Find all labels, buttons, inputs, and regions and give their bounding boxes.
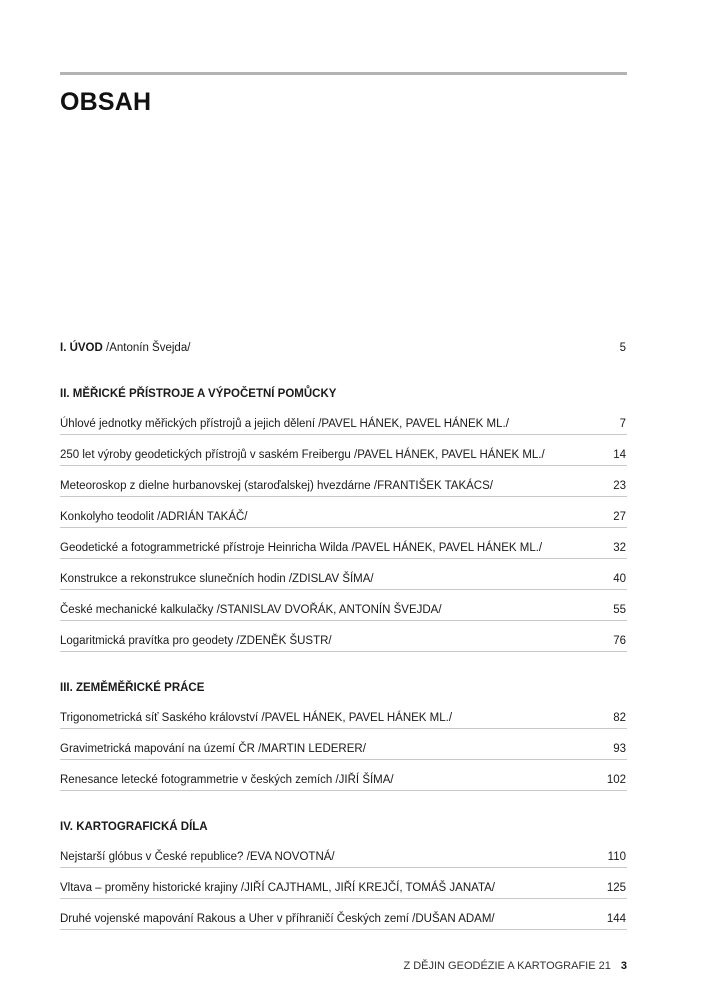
entry-page: 144 xyxy=(606,913,626,925)
section-heading: II. MĚŘICKÉ PŘÍSTROJE A VÝPOČETNÍ POMŮCKY xyxy=(60,388,337,400)
entry-title: 250 let výroby geodetických přístrojů v saském Freibergu /PAVEL HÁNEK, PAVEL HÁNEK ML./ xyxy=(60,449,545,461)
intro-author: /Antonín Švejda/ xyxy=(106,342,191,354)
entry-title: Konkolyho teodolit /ADRIÁN TAKÁČ/ xyxy=(60,511,248,523)
entry-page: 27 xyxy=(613,511,626,523)
toc-entry xyxy=(60,768,627,791)
intro-label: I. ÚVOD xyxy=(60,342,103,354)
entry-page: 125 xyxy=(606,882,626,894)
entry-page: 7 xyxy=(619,418,626,430)
toc-entry xyxy=(60,412,627,435)
footer-page-number: 3 xyxy=(620,960,627,972)
entry-title: Meteoroskop z dielne hurbanovskej (staroďalskej) hvezdárne /FRANTIŠEK TAKÁCS/ xyxy=(60,480,493,492)
entry-page: 110 xyxy=(607,851,626,863)
toc-intro-row xyxy=(60,336,627,358)
toc-entry xyxy=(60,706,627,729)
footer-publication: Z DĚJIN GEODÉZIE A KARTOGRAFIE 21 xyxy=(403,960,611,972)
entry-page: 32 xyxy=(613,542,626,554)
entry-page: 55 xyxy=(613,604,626,616)
toc-entry xyxy=(60,876,627,899)
entry-title: Úhlové jednotky měřických přístrojů a jejich dělení /PAVEL HÁNEK, PAVEL HÁNEK ML./ xyxy=(60,418,509,430)
entry-title: Gravimetrická mapování na území ČR /MARTIN LEDERER/ xyxy=(60,743,366,755)
entry-title: Druhé vojenské mapování Rakous a Uher v příhraničí Českých zemí /DUŠAN ADAM/ xyxy=(60,913,495,925)
page-title: OBSAH xyxy=(60,88,152,116)
entry-title: Geodetické a fotogrammetrické přístroje Heinricha Wilda /PAVEL HÁNEK, PAVEL HÁNEK ML./ xyxy=(60,542,543,554)
page-footer xyxy=(403,960,627,972)
entry-page: 102 xyxy=(606,774,626,786)
top-rule xyxy=(60,72,627,75)
toc-entry xyxy=(60,629,627,652)
toc-entry xyxy=(60,443,627,466)
entry-page: 76 xyxy=(613,635,626,647)
entry-title: Konstrukce a rekonstrukce slunečních hodin /ZDISLAV ŠÍMA/ xyxy=(60,573,374,585)
entry-page: 14 xyxy=(613,449,626,461)
section-heading: III. ZEMĚMĚŘICKÉ PRÁCE xyxy=(60,682,205,694)
entry-page: 93 xyxy=(613,743,626,755)
entry-title: České mechanické kalkulačky /STANISLAV DVOŘÁK, ANTONÍN ŠVEJDA/ xyxy=(60,604,442,616)
intro-page: 5 xyxy=(619,342,626,354)
entry-title: Trigonometrická síť Saského království /PAVEL HÁNEK, PAVEL HÁNEK ML./ xyxy=(60,712,453,724)
section-heading: IV. KARTOGRAFICKÁ DÍLA xyxy=(60,821,208,833)
toc-entry xyxy=(60,737,627,760)
entry-title: Nejstarší glóbus v České republice? /EVA NOVOTNÁ/ xyxy=(60,851,335,863)
entry-title: Logaritmická pravítka pro geodety /ZDENĚK ŠUSTR/ xyxy=(60,635,332,647)
entry-page: 40 xyxy=(613,573,626,585)
entry-title: Renesance letecké fotogrammetrie v českých zemích /JIŘÍ ŠÍMA/ xyxy=(60,774,394,786)
entry-page: 82 xyxy=(613,712,626,724)
toc-entry xyxy=(60,598,627,621)
toc-entry xyxy=(60,536,627,559)
toc-entry xyxy=(60,505,627,528)
entry-title: Vltava – proměny historické krajiny /JIŘÍ CAJTHAML, JIŘÍ KREJČÍ, TOMÁŠ JANATA/ xyxy=(60,882,495,894)
entry-page: 23 xyxy=(613,480,626,492)
toc-entry xyxy=(60,845,627,868)
toc-entry xyxy=(60,567,627,590)
toc-entry xyxy=(60,474,627,497)
toc-entry xyxy=(60,907,627,930)
